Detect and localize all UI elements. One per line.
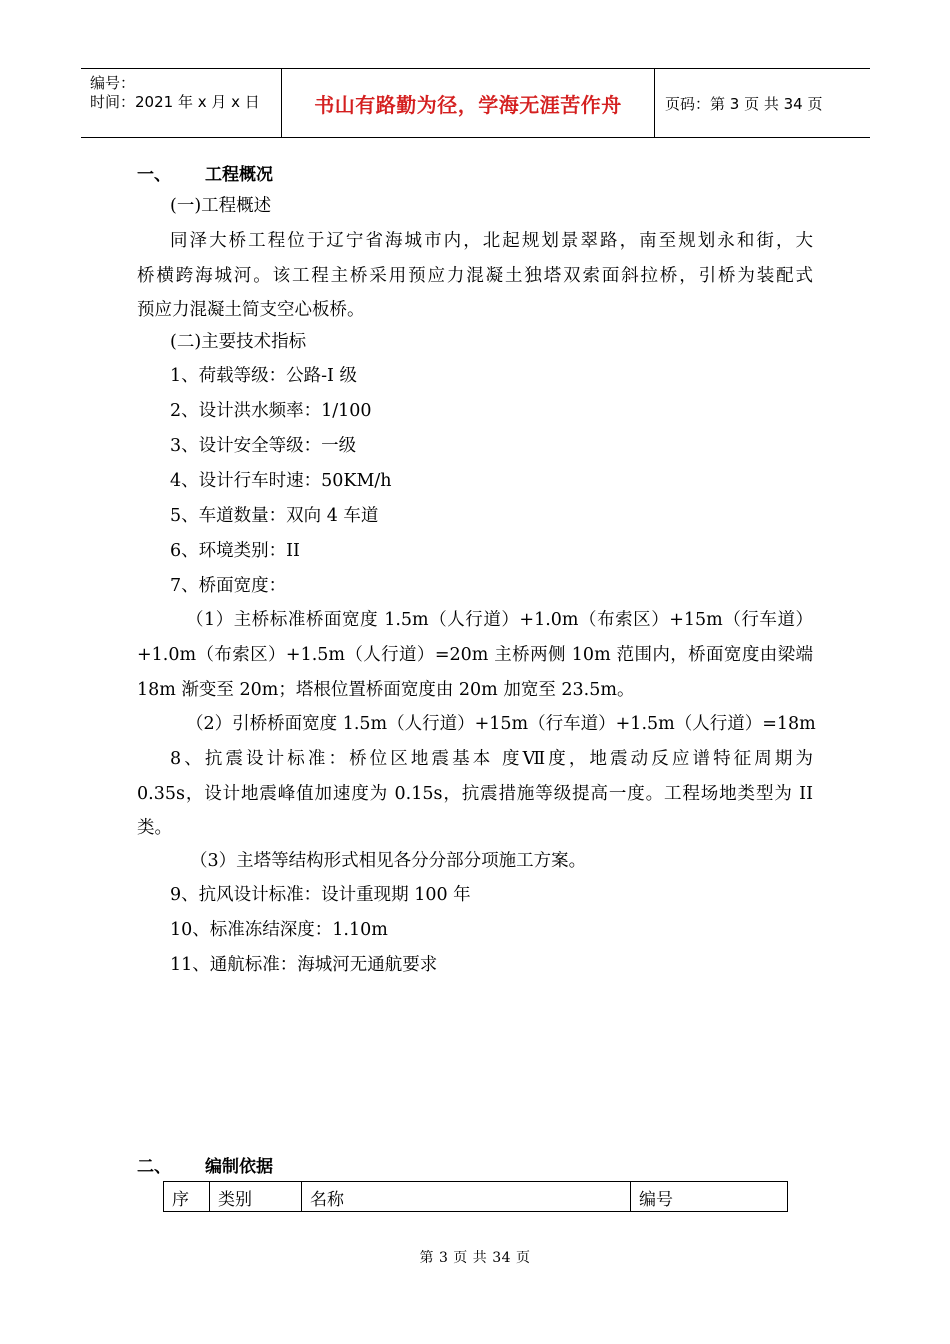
table-header-cell: 类别 [210,1182,302,1211]
section-heading-1 [137,160,273,185]
page-footer: 第 3 页 共 34 页 [419,1250,531,1266]
basis-table-header [163,1181,788,1212]
page-info-text: 页码：第 3 页 共 34 页 [665,94,823,113]
list-item: 2、设计洪水频率：1/100 [170,401,372,421]
list-item: 7、桥面宽度： [170,576,287,596]
section-title: 工程概况 [205,165,273,185]
list-item: 6、环境类别：II [170,541,300,561]
seismic-line-1: 8、抗震设计标准：桥位区地震基本 度Ⅶ度，地震动反应谱特征周期为 [170,749,813,769]
subheading-tech-indicators: (二)主要技术指标 [170,332,307,352]
table-header-cell: 编号 [639,1190,673,1210]
width-para-1-line-3: 18m 渐变至 20m；塔根位置桥面宽度由 20m 加宽至 23.5m。 [137,680,635,700]
subheading-overview: (一)工程概述 [170,196,272,216]
section-number: 一、 [137,165,171,185]
list-item: 1、荷载等级：公路-I 级 [170,366,358,386]
section-title: 编制依据 [205,1157,273,1177]
list-item: 5、车道数量：双向 4 车道 [170,506,379,526]
serial-label: 编号： [90,74,136,92]
overview-line-2: 桥横跨海城河。该工程主桥采用预应力混凝土独塔双索面斜拉桥，引桥为装配式 [137,266,813,286]
header-motto [282,69,655,137]
overview-line-3: 预应力混凝土简支空心板桥。 [137,300,365,320]
header-meta [81,69,282,137]
overview-line-1: 同泽大桥工程位于辽宁省海城市内，北起规划景翠路，南至规划永和街，大 [170,231,813,251]
motto-text: 书山有路勤为径，学海无涯苦作舟 [314,92,622,117]
table-header-cell: 名称 [302,1182,631,1211]
width-para-1-line-2: +1.0m（布索区）+1.5m（人行道）=20m 主桥两侧 10m 范围内，桥面宽度由梁端 [137,645,813,665]
page-header [81,68,870,138]
list-item: 3、设计安全等级：一级 [170,436,357,456]
header-page-info [655,69,870,137]
list-item: 9、抗风设计标准：设计重现期 100 年 [170,885,471,905]
structure-note: （3）主塔等结构形式相见各分分部分项施工方案。 [190,851,587,871]
seismic-line-3: 类。 [137,818,172,838]
width-para-1-line-1: （1）主桥标准桥面宽度 1.5m（人行道）+1.0m（布索区）+15m（行车道） [186,610,813,630]
seismic-line-2: 0.35s，设计地震峰值加速度为 0.15s，抗震措施等级提高一度。工程场地类型为 II [137,784,813,804]
list-item: 11、通航标准：海城河无通航要求 [170,955,438,975]
section-heading-2 [137,1152,273,1177]
time-label: 时间：2021 年 x 月 x 日 [90,93,260,111]
table-header-cell: 序 [164,1182,210,1211]
list-item: 10、标准冻结深度：1.10m [170,920,388,940]
section-number: 二、 [137,1157,171,1177]
width-para-2: （2）引桥桥面宽度 1.5m（人行道）+15m（行车道）+1.5m（人行道）=18m [186,714,816,734]
list-item: 4、设计行车时速：50KM/h [170,471,392,491]
